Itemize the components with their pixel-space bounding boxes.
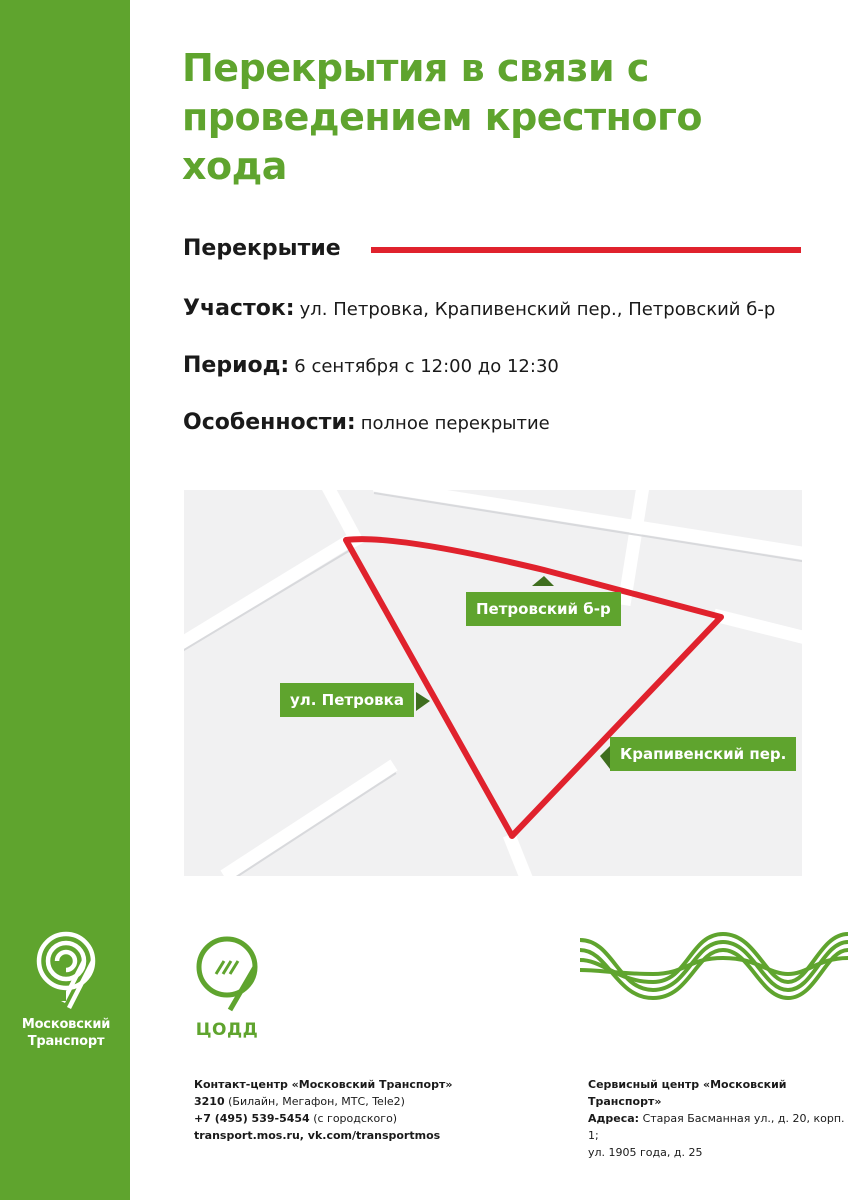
map-road-edge bbox=[374, 493, 802, 563]
service-center bbox=[588, 1076, 848, 1161]
contact-center bbox=[194, 1076, 494, 1144]
title-line-3: хода bbox=[182, 144, 287, 188]
service-address-label: Адреса: bbox=[588, 1112, 640, 1125]
title-line-2: проведением крестного bbox=[182, 95, 702, 139]
label-pointer bbox=[532, 576, 554, 586]
moscow-transport-logo-icon bbox=[35, 930, 97, 1010]
service-address-2: ул. 1905 года, д. 25 bbox=[588, 1146, 703, 1159]
service-address-row bbox=[588, 1110, 848, 1144]
legend-red-line bbox=[371, 247, 801, 253]
period-value: 6 сентября с 12:00 до 12:30 bbox=[294, 356, 559, 377]
service-center-title: Сервисный центр «Московский Транспорт» bbox=[588, 1078, 787, 1108]
mos-wave-logo-icon bbox=[578, 930, 850, 1004]
legend-label: Перекрытие bbox=[183, 236, 341, 261]
map-label-petrovka-st: ул. Петровка bbox=[280, 683, 414, 717]
contact-phone-row bbox=[194, 1110, 494, 1127]
logo-text-line-1: Московский bbox=[21, 1017, 111, 1032]
codd-label: ЦОДД bbox=[195, 1020, 259, 1040]
info-features bbox=[183, 407, 843, 440]
logo-text-line-2: Транспорт bbox=[27, 1034, 105, 1049]
mos-wave-logo bbox=[578, 930, 850, 1008]
contact-phone-note: (с городского) bbox=[309, 1112, 398, 1125]
service-address-1: Старая Басманная ул., д. 20, корп. 1; bbox=[588, 1112, 845, 1142]
sidebar bbox=[0, 0, 130, 1200]
info-period bbox=[183, 350, 843, 383]
title-line-1: Перекрытия в связи с bbox=[182, 46, 649, 90]
features-key: Особенности: bbox=[183, 410, 356, 435]
label-pointer bbox=[600, 746, 610, 769]
section-key: Участок: bbox=[183, 296, 295, 321]
map-road bbox=[714, 615, 802, 640]
page-title bbox=[182, 44, 822, 191]
moscow-transport-logo bbox=[14, 930, 118, 1050]
contact-short-number-row bbox=[194, 1093, 494, 1110]
codd-logo-icon bbox=[192, 934, 262, 1012]
codd-logo bbox=[192, 934, 262, 1040]
closure-map bbox=[184, 490, 802, 876]
map-label-krapivensky-lane: Крапивенский пер. bbox=[610, 737, 796, 771]
map-road bbox=[509, 835, 529, 876]
contact-short-number: 3210 bbox=[194, 1095, 225, 1108]
contact-phone: +7 (495) 539-5454 bbox=[194, 1112, 310, 1125]
map-road bbox=[184, 538, 354, 648]
info-section bbox=[183, 293, 843, 326]
map-graphic bbox=[184, 490, 802, 876]
map-label-petrovsky-blvd: Петровский б-р bbox=[466, 592, 621, 626]
closure-legend bbox=[183, 234, 803, 264]
map-road bbox=[224, 765, 394, 876]
contact-center-title: Контакт-центр «Московский Транспорт» bbox=[194, 1078, 453, 1091]
section-value: ул. Петровка, Крапивенский пер., Петровский б-р bbox=[299, 299, 776, 320]
map-road bbox=[624, 490, 644, 605]
contact-short-number-note: (Билайн, Мегафон, МТС, Tele2) bbox=[224, 1095, 405, 1108]
contact-links[interactable]: transport.mos.ru, vk.com/transportmos bbox=[194, 1129, 441, 1142]
features-value: полное перекрытие bbox=[360, 413, 550, 434]
label-pointer bbox=[416, 692, 430, 711]
period-key: Период: bbox=[183, 353, 290, 378]
map-road-edge bbox=[184, 549, 352, 656]
